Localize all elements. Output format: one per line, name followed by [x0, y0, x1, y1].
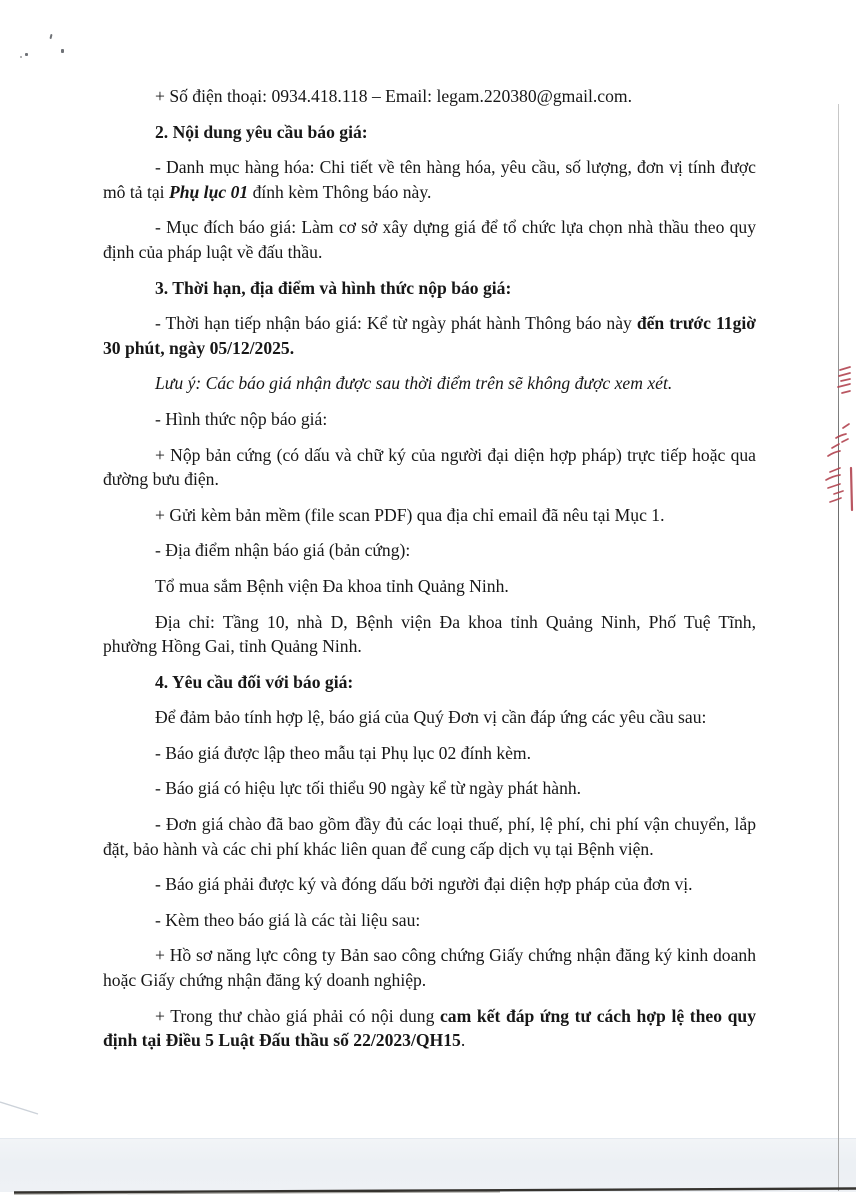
item-kem-theo-tai-lieu [103, 908, 756, 933]
text-run: Phụ lục 01 [168, 181, 249, 202]
line-dam-bao-hop-le [103, 705, 756, 730]
section-4-heading [103, 670, 756, 695]
item-gui-kem-ban-mem [103, 503, 756, 528]
text-run: - Thời hạn tiếp nhận báo giá: Kể từ ngày phát hành Thông báo này [155, 313, 637, 334]
text-run: + Trong thư chào giá phải có nội dung [155, 1005, 440, 1026]
text-run: - Địa điểm nhận báo giá (bản cứng): [155, 540, 411, 561]
text-run: Lưu ý: Các báo giá nhận được sau thời điểm trên sẽ không được xem xét. [155, 373, 673, 394]
item-muc-dich-bao-gia [103, 215, 756, 264]
text-run: Địa chỉ: Tầng 10, nhà D, Bệnh viện Đa khoa tỉnh Quảng Ninh, Phố Tuệ Tĩnh, phường Hồng Gai, tỉnh Quảng Ninh. [103, 611, 756, 657]
text-run: . [460, 1030, 466, 1051]
item-cam-ket [103, 1004, 756, 1053]
text-run: đính kèm Thông báo này. [248, 181, 432, 202]
scan-speck [20, 56, 22, 58]
text-run: - Báo giá có hiệu lực tối thiểu 90 ngày kể từ ngày phát hành. [155, 778, 582, 799]
red-ink-marks [818, 360, 856, 515]
document-body [103, 84, 756, 1064]
item-thoi-han-tiep-nhan [103, 311, 756, 360]
item-hinh-thuc-nop [103, 407, 756, 432]
text-run: - Mục đích báo giá: Làm cơ sở xây dựng giá để tổ chức lựa chọn nhà thầu theo quy định của pháp luật về đấu thầu. [103, 217, 756, 262]
text-run: - Danh mục hàng hóa: Chi tiết về tên hàng hóa, yêu cầu, số lượng, đơn vị tính được mô tả tại [103, 157, 756, 202]
text-run: Để đảm bảo tính hợp lệ, báo giá của Quý Đơn vị cần đáp ứng các yêu cầu sau: [155, 707, 707, 728]
section-2-heading [103, 120, 756, 145]
item-theo-mau-phu-luc-02 [103, 741, 756, 766]
item-dia-diem-nhan [103, 538, 756, 563]
item-ky-va-dong-dau [103, 872, 756, 897]
item-danh-muc-hang-hoa [103, 155, 756, 204]
item-nop-ban-cung [103, 443, 756, 492]
text-run: Tổ mua sắm Bệnh viện Đa khoa tỉnh Quảng Ninh. [155, 575, 509, 596]
section-3-heading [103, 276, 756, 301]
scan-speck [49, 34, 52, 39]
text-run: 3. Thời hạn, địa điểm và hình thức nộp báo giá: [155, 277, 512, 298]
scan-speck [25, 53, 28, 56]
text-run: + Hồ sơ năng lực công ty Bản sao công chứng Giấy chứng nhận đăng ký kinh doanh hoặc Giấy chứng nhận đăng ký doanh nghiệp. [103, 945, 756, 991]
contact-line [103, 84, 756, 109]
text-run: cam kết đáp ứng tư cách hợp lệ theo quy định tại Điều 5 Luật Đấu thầu số 22/2023/QH15 [103, 1005, 756, 1051]
text-run: - Hình thức nộp báo giá: [155, 408, 328, 429]
scan-speck [61, 49, 64, 53]
text-run: đến trước 11giờ 30 phút, ngày 05/12/2025. [103, 313, 756, 358]
corner-fold-line [0, 1099, 40, 1117]
note-luu-y [103, 371, 756, 396]
scan-shadow-band [0, 1138, 856, 1192]
text-run: + Số điện thoại: 0934.418.118 – Email: legam.220380@gmail.com. [155, 86, 632, 106]
item-hieu-luc-90-ngay [103, 776, 756, 801]
line-to-mua-sam [103, 574, 756, 599]
line-dia-chi [103, 610, 756, 659]
text-run: - Đơn giá chào đã bao gồm đầy đủ các loại thuế, phí, lệ phí, chi phí vận chuyển, lắp đặt, bảo hành và các chi phí khác liên quan để cung cấp dịch vụ tại Bệnh viện. [103, 814, 756, 859]
text-run: + Nộp bản cứng (có dấu và chữ ký của người đại diện hợp pháp) trực tiếp hoặc qua đường bưu điện. [103, 444, 756, 490]
text-run: - Báo giá phải được ký và đóng dấu bởi người đại diện hợp pháp của đơn vị. [155, 874, 693, 895]
text-run: 2. Nội dung yêu cầu báo giá: [155, 121, 368, 142]
text-run: - Báo giá được lập theo mẫu tại Phụ lục 02 đính kèm. [155, 742, 532, 763]
item-ho-so-nang-luc [103, 943, 756, 992]
text-run: 4. Yêu cầu đối với báo giá: [155, 671, 354, 692]
text-run: - Kèm theo báo giá là các tài liệu sau: [155, 909, 421, 930]
paper-edge-line-right [838, 104, 839, 1191]
item-don-gia-chao [103, 812, 756, 861]
text-run: + Gửi kèm bản mềm (file scan PDF) qua địa chỉ email đã nêu tại Mục 1. [155, 504, 665, 525]
